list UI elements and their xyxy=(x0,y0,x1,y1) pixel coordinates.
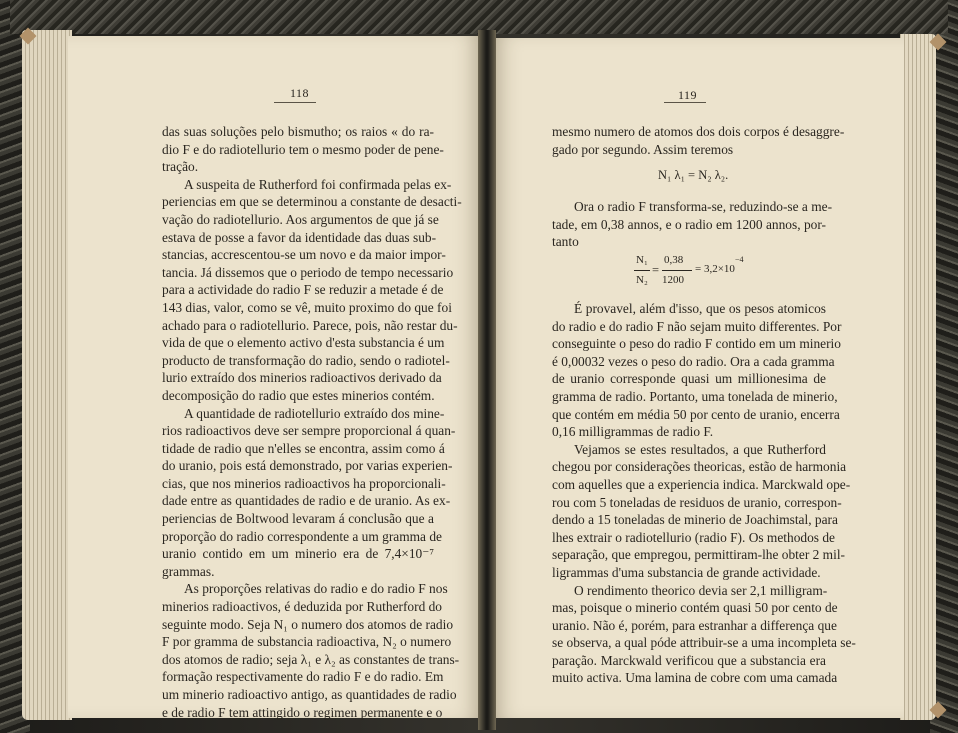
text-line: de uranio corresponde quasi um millionesima de xyxy=(552,371,826,387)
text-line: se observa, a qual póde attribuir-se a uma incompleta se- xyxy=(552,635,856,651)
text-line: 0,16 milligrammas de radio F. xyxy=(552,424,714,440)
text-line: 143 dias, valor, como se vê, muito proximo do que foi xyxy=(162,299,452,315)
text-line: rios radioactivos deve ser sempre proporcional á quan- xyxy=(162,423,456,439)
text-line: dendo a 15 toneladas de minerio de Joachimstal, para xyxy=(552,512,838,528)
left-page xyxy=(68,36,482,718)
text-line: uranio contido em um minerio era de 7,4×10⁻⁷ xyxy=(162,546,434,562)
right-body-text-bottom xyxy=(552,300,856,687)
text-line: tancia. Já dissemos que o periodo de tempo necessario xyxy=(162,264,454,280)
text-line: mesmo numero de atomos dos dois corpos é desaggre- xyxy=(552,124,845,139)
right-body-text-mid xyxy=(552,198,833,251)
text-line: periencias em que se determinou a constante de desacti- xyxy=(162,194,462,210)
right-body-text-top xyxy=(552,123,845,158)
text-line: tade, em 0,38 annos, e o radio em 1200 annos, por- xyxy=(552,216,826,232)
text-line: com aquelles que a experiencia indica. Marckwald ope- xyxy=(552,476,851,492)
right-page xyxy=(492,38,904,718)
cover-top-edge xyxy=(10,0,948,34)
text-line: É provavel, além d'isso, que os pesos atomicos xyxy=(574,301,826,316)
text-line: lurio extraído dos minerios radioactivos derivado da xyxy=(162,370,442,386)
page-number-left: 118 xyxy=(290,86,310,100)
text-line: paração. Marckwald verificou que a substancia era xyxy=(552,652,826,668)
text-line: para a actividade do radio F se reduzir a metade é de xyxy=(162,282,444,298)
text-line: dos atomos de radio; seja λ₁ e λ₂ as constantes de trans- xyxy=(162,651,460,667)
text-line: separação, que empregou, permittiram-lhe obter 2 mil- xyxy=(552,547,845,563)
text-line: minerios radioactivos, é deduzida por Rutherford do xyxy=(162,599,443,615)
text-line: producto de transformação do radio, sendo o radiotel- xyxy=(162,352,450,368)
text-line: achado para o radiotellurio. Parece, pois, não restar du- xyxy=(162,317,458,333)
formula-equilibrium: N₁ λ₁ = N₂ λ₂. xyxy=(658,168,729,182)
text-line: O rendimento theorico devia ser 2,1 milligram- xyxy=(574,582,828,598)
text-line: Vejamos se estes resultados, a que Rutherford xyxy=(574,441,826,457)
fraction-denominator-left: N₂ xyxy=(636,274,648,286)
text-line: A suspeita de Rutherford foi confirmada pelas ex- xyxy=(184,176,452,192)
left-body-text xyxy=(162,123,462,721)
ratio-result: = 3,2×10 xyxy=(695,263,735,275)
text-line: uranio. Não é, porém, para estranhar a differença que xyxy=(552,617,837,633)
text-line: cias, que nos minerios radioactivos ha proporcionali- xyxy=(162,475,446,491)
page-number-right: 119 xyxy=(678,88,698,102)
text-line: tração. xyxy=(162,159,199,175)
text-line: As proporções relativas do radio e do radio F nos xyxy=(184,581,448,597)
text-line: vação do radiotellurio. Aos argumentos de que já se xyxy=(162,211,439,227)
book-gutter xyxy=(478,30,496,730)
fraction-numerator-right: 0,38 xyxy=(664,254,684,266)
equals-sign: = xyxy=(652,263,660,277)
text-line: grammas. xyxy=(162,563,215,579)
ratio-exponent: −4 xyxy=(735,255,744,264)
text-line: muito activa. Uma lamina de cobre com uma camada xyxy=(552,670,838,686)
text-line: tidade de radio que n'elles se encontra, assim como á xyxy=(162,440,445,456)
text-line: F por gramma de substancia radioactiva, N₂ o numero xyxy=(162,634,452,650)
text-line: dade entre as quantidades de radio e de uranio. As ex- xyxy=(162,493,451,509)
text-line: chegou por considerações theoricas, estão de harmonia xyxy=(552,459,847,475)
text-line: é 0,00032 vezes o peso do radio. Ora a cada gramma xyxy=(552,353,835,369)
text-line: A quantidade de radiotellurio extraído dos mine- xyxy=(184,405,445,421)
text-line: rou com 5 toneladas de residuos de uranio, correspon- xyxy=(552,494,842,510)
text-line: periencias de Boltwood levaram á conclusão que a xyxy=(162,511,434,527)
text-line: tanto xyxy=(552,234,579,250)
text-line: vida de que o elemento activo d'esta substancia é um xyxy=(162,335,445,351)
folio-rule-left xyxy=(274,102,316,103)
text-line: um minerio radioactivo antigo, as quantidades de radio xyxy=(162,687,457,702)
text-line: do radio e do radio F não sejam muito differentes. Por xyxy=(552,318,842,334)
text-line: e de radio F tem attingido o regimen permanente e o xyxy=(162,704,443,720)
fraction-denominator-right: 1200 xyxy=(662,274,684,286)
text-line: stancias, accrescentou-se um novo e da maior impor- xyxy=(162,247,446,263)
text-line: dio F e do radiotellurio tem o mesmo poder de pene- xyxy=(162,141,444,157)
folio-rule-right xyxy=(664,102,706,103)
text-line: do uranio, pois está demonstrado, por varias experien- xyxy=(162,458,453,474)
fraction-bar-left xyxy=(634,270,650,271)
text-line: ligrammas d'uma substancia de grande actividade. xyxy=(552,564,821,580)
text-line: estava de posse a favor da identidade das duas sub- xyxy=(162,229,437,245)
text-line: mas, poisque o minerio contém quasi 50 por cento de xyxy=(552,600,838,616)
text-line: seguinte modo. Seja N₁ o numero dos atomos de radio xyxy=(162,616,454,632)
text-line: proporção do radio correspondente a um gramma de xyxy=(162,528,442,544)
text-line: conseguinte o peso do radio F contido em um minerio xyxy=(552,336,841,352)
fraction-numerator-left: N₁ xyxy=(636,254,648,266)
text-line: Ora o radio F transforma-se, reduzindo-se a me- xyxy=(574,199,833,214)
text-line: lhes extrair o radiotellurio (radio F). Os methodos de xyxy=(552,529,835,545)
text-line: gramma de radio. Portanto, uma tonelada de minerio, xyxy=(552,388,838,404)
text-line: formação respectivamente do radio F e do radio. Em xyxy=(162,669,444,685)
text-line: gado por segundo. Assim teremos xyxy=(552,141,734,157)
page-stack-left xyxy=(22,30,72,720)
fraction-bar-right xyxy=(662,270,692,271)
text-line: decomposição do radio que estes minerios contém. xyxy=(162,387,435,403)
page-stack-right xyxy=(900,34,936,720)
text-line: que contém em média 50 por cento de uranio, encerra xyxy=(552,406,840,422)
text-line: das suas soluções pelo bismutho; os raios « do ra- xyxy=(162,124,434,139)
